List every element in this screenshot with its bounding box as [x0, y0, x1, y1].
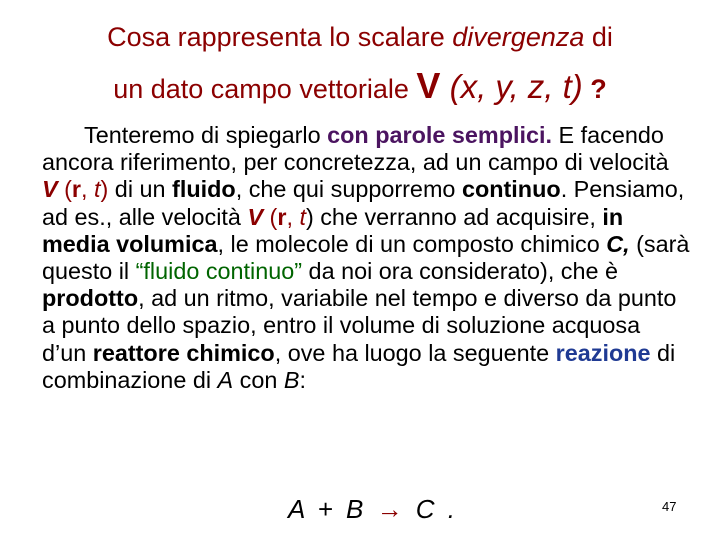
paren: ( — [57, 176, 72, 203]
reactant-symbol-b: B — [283, 366, 300, 393]
compound-symbol-c: C, — [606, 230, 630, 257]
comma: , — [81, 176, 95, 203]
body-text: (sarà questo il — [42, 230, 690, 285]
title-divergenza: divergenza — [452, 22, 585, 52]
emphasis-continuo: continuo — [461, 176, 561, 203]
body-text: da noi ora considerato), che è — [302, 258, 619, 285]
title-line-2 — [0, 60, 720, 115]
body-text: Tenteremo di spiegarlo — [84, 122, 328, 148]
title-line-1 — [0, 14, 720, 60]
reactant-symbol-a: A — [217, 366, 234, 393]
arrow-icon: → — [376, 494, 406, 524]
emphasis-in-media-volumica: in media volumica — [42, 203, 624, 257]
body-text: , ove ha luogo la seguente — [274, 339, 556, 366]
time-symbol-t-2: t — [299, 203, 306, 230]
body-indent — [42, 122, 84, 148]
velocity-symbol-v: V — [42, 176, 58, 203]
title-vector-v: V — [416, 65, 441, 106]
title-coordinates: (x, y, z, t) — [440, 68, 583, 105]
body-text: di combinazione di — [42, 339, 676, 393]
velocity-symbol-v-2: V — [247, 203, 264, 230]
body-text: di un — [108, 176, 173, 203]
body-text: ) che verranno ad acquisire, — [305, 203, 603, 230]
paren: ) — [100, 176, 109, 203]
title-text-1a: Cosa rappresenta lo scalare — [107, 22, 453, 52]
emphasis-parole-semplici: con parole semplici. — [327, 122, 553, 148]
emphasis-reattore-chimico: reattore chimico — [92, 339, 275, 366]
time-symbol-t: t — [94, 176, 101, 203]
position-symbol-r-2: r — [277, 203, 287, 230]
fluido-continuo-quote: “fluido continuo” — [135, 258, 303, 285]
body-text: E facendo ancora riferimento, per concretezza, ad un campo di velocità — [42, 122, 669, 176]
body-text: : — [299, 366, 306, 393]
emphasis-reazione: reazione — [555, 339, 651, 366]
title-question-mark: ? — [582, 74, 607, 104]
body-text: , le molecole di un composto chimico — [217, 230, 607, 257]
body-text: . Pensiamo, ad es., alle velocità — [42, 176, 685, 230]
position-symbol-r: r — [71, 176, 82, 203]
reaction-formula — [288, 494, 458, 525]
formula-rhs: C . — [405, 494, 459, 524]
formula-lhs: A + B — [288, 494, 377, 524]
body-text: , che qui supporremo — [235, 176, 462, 203]
title-text-2a: un dato campo vettoriale — [113, 74, 417, 104]
emphasis-prodotto: prodotto — [42, 285, 139, 312]
body-text: , ad un ritmo, variabile nel tempo e diverso da punto a punto dello spazio, entro il volume di soluzione acquosa d’un — [42, 285, 677, 366]
title-text-1c: di — [584, 22, 613, 52]
body-paragraph — [42, 122, 690, 394]
slide-title — [0, 14, 720, 115]
comma: , — [286, 203, 300, 230]
body-text: con — [233, 366, 284, 393]
paren: ( — [263, 203, 278, 230]
slide-number: 47 — [662, 499, 677, 514]
emphasis-fluido: fluido — [172, 176, 236, 203]
